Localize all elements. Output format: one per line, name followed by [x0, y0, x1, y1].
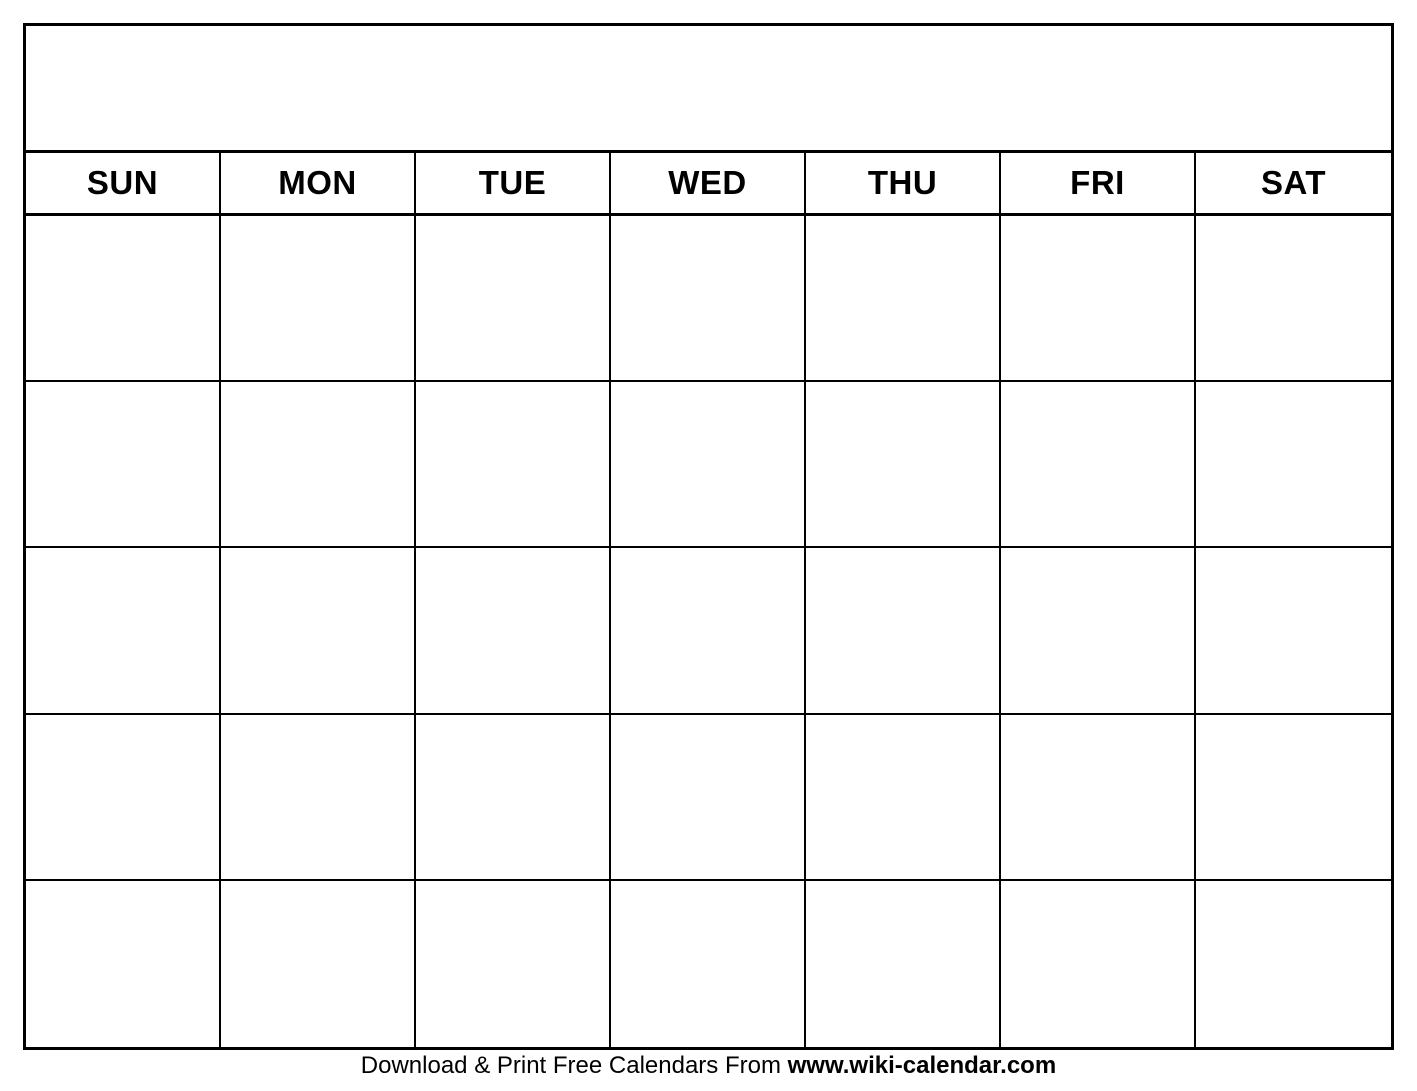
day-cell [416, 382, 611, 548]
footer-site-link[interactable]: www.wiki-calendar.com [787, 1052, 1057, 1079]
day-cell [221, 881, 416, 1047]
weekday-header-row [26, 153, 1391, 216]
weekday-header-sun: SUN [26, 153, 221, 213]
day-cell [416, 548, 611, 714]
day-cell [416, 715, 611, 881]
day-cell [806, 715, 1001, 881]
calendar-template [23, 23, 1394, 1050]
footer-text: Download & Print Free Calendars From [360, 1052, 788, 1079]
day-cell [1196, 548, 1391, 714]
weekday-header-mon: MON [221, 153, 416, 213]
day-cell [1196, 382, 1391, 548]
weekday-header-sat: SAT [1260, 164, 1327, 201]
day-cell [806, 382, 1001, 548]
day-cell [1001, 881, 1196, 1047]
day-cell [26, 548, 221, 714]
day-cell [806, 216, 1001, 382]
footer-credit [0, 1052, 1417, 1080]
day-cell [1196, 881, 1391, 1047]
month-title-box [26, 26, 1391, 153]
weekday-header-thu: THU [806, 153, 1001, 213]
day-cell [1001, 382, 1196, 548]
day-grid [26, 216, 1391, 1047]
weekday-header-tue: TUE [416, 153, 611, 213]
day-cell [611, 382, 806, 548]
day-cell [26, 881, 221, 1047]
day-cell [221, 548, 416, 714]
day-cell [806, 548, 1001, 714]
day-cell [1001, 216, 1196, 382]
day-cell [611, 715, 806, 881]
day-cell [611, 881, 806, 1047]
day-cell [416, 216, 611, 382]
day-cell [221, 715, 416, 881]
day-cell [221, 382, 416, 548]
day-cell [611, 548, 806, 714]
weekday-header-wed: WED [611, 153, 806, 213]
day-cell [416, 881, 611, 1047]
day-cell [806, 881, 1001, 1047]
day-cell [26, 216, 221, 382]
day-cell [1196, 216, 1391, 382]
day-cell [26, 382, 221, 548]
day-cell [1001, 715, 1196, 881]
day-cell [611, 216, 806, 382]
weekday-header-fri: FRI [1001, 153, 1196, 213]
day-cell [26, 715, 221, 881]
day-cell [221, 216, 416, 382]
day-cell [1001, 548, 1196, 714]
day-cell [1196, 715, 1391, 881]
